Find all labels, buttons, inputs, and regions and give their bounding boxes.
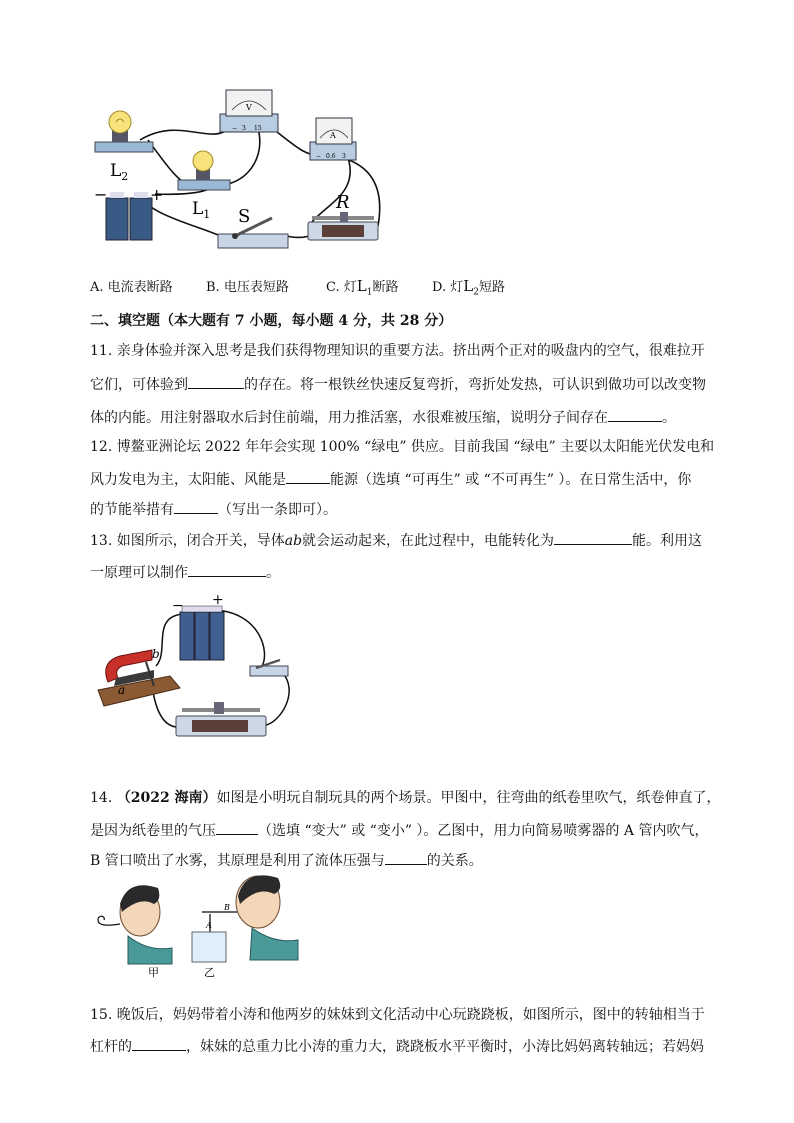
label-a-tube: A bbox=[206, 921, 212, 930]
battery bbox=[106, 192, 152, 240]
q13-line2: 一原理可以制作 。 bbox=[90, 562, 710, 583]
battery-pack bbox=[180, 606, 224, 660]
rheostat-label: R bbox=[336, 192, 350, 213]
l2-label: $L_2$ bbox=[110, 161, 129, 183]
switch-2 bbox=[250, 660, 288, 676]
motor-figure bbox=[90, 592, 290, 742]
circuit-figure bbox=[90, 86, 390, 258]
a-tick-3: 3 bbox=[342, 153, 346, 160]
q12-line3: 的节能举措有 （写出一条即可）。 bbox=[90, 499, 710, 520]
boy-yi bbox=[236, 875, 298, 960]
label-a: a bbox=[118, 683, 126, 697]
v-tick-15: 15 bbox=[254, 125, 262, 132]
q11-blank2[interactable] bbox=[608, 407, 662, 422]
voltmeter-label: V bbox=[246, 103, 252, 112]
battery-plus: + bbox=[150, 185, 164, 204]
rheostat bbox=[308, 212, 378, 240]
q11-line1: 11. 亲身体验并深入思考是我们获得物理知识的重要方法。挤出两个正对的吸盘内的空气，很难拉开 bbox=[90, 343, 705, 359]
boy-jia bbox=[120, 885, 172, 964]
q13-blank1[interactable] bbox=[554, 530, 632, 545]
option-b[interactable]: B. 电压表短路 bbox=[206, 280, 289, 295]
battery-minus-2: − bbox=[172, 598, 184, 614]
q14-blank2[interactable] bbox=[385, 850, 427, 865]
option-d[interactable]: D. 灯$L_2$短路 bbox=[432, 277, 505, 298]
rheostat-2 bbox=[176, 702, 266, 736]
q15-blank1[interactable] bbox=[132, 1036, 186, 1051]
q11-blank1[interactable] bbox=[188, 374, 244, 389]
switch bbox=[218, 218, 288, 248]
q11-line2: 它们，可体验到 的存在。将一根铁丝快速反复弯折，弯折处发热，可认识到做功可以改变物 bbox=[90, 374, 710, 395]
option-a[interactable]: A. 电流表断路 bbox=[90, 280, 173, 295]
l1-label: $L_1$ bbox=[192, 199, 211, 221]
battery-minus: − bbox=[94, 185, 108, 204]
paper-roll bbox=[98, 916, 120, 925]
q14-blank1[interactable] bbox=[216, 820, 258, 835]
q14-line3: B 管口喷出了水雾，其原理是利用了流体压强与 的关系。 bbox=[90, 850, 710, 871]
q13-line1: 13. 如图所示，闭合开关，导体ab就会运动起来，在此过程中，电能转化为 能。利用这 bbox=[90, 530, 710, 551]
a-tick-minus: − bbox=[316, 153, 322, 160]
q12-blank2[interactable] bbox=[174, 499, 218, 514]
v-tick-3: 3 bbox=[242, 125, 246, 132]
q14-line1: 14. （2022 海南）如图是小明玩自制玩具的两个场景。甲图中，往弯曲的纸卷里吹气，纸卷伸直了， bbox=[90, 790, 721, 806]
q12-line1: 12. 博鳌亚洲论坛 2022 年年会实现 100% “绿电” 供应。目前我国 “绿电” 主要以太阳能光伏发电和 bbox=[90, 439, 715, 455]
section-heading: 二、填空题（本大题有 7 小题，每小题 4 分，共 28 分） bbox=[90, 313, 453, 329]
blowing-figure bbox=[88, 860, 308, 980]
bulb-l1 bbox=[178, 151, 230, 190]
battery-plus-2: + bbox=[212, 592, 224, 608]
label-jia: 甲 bbox=[148, 966, 159, 979]
q12-line2: 风力发电为主，太阳能、风能是 能源（选填 “可再生” 或 “不可再生” ）。在日常生活中，你 bbox=[90, 469, 710, 490]
label-b: b bbox=[152, 647, 160, 661]
label-b-tube: B bbox=[224, 903, 230, 912]
q11-line3: 体的内能。用注射器取水后封住前端，用力推活塞，水很难被压缩，说明分子间存在 。 bbox=[90, 407, 710, 428]
a-tick-06: 0.6 bbox=[326, 153, 336, 160]
q15-line1: 15. 晚饭后，妈妈带着小涛和他两岁的妹妹到文化活动中心玩跷跷板，如图所示，图中的转轴相当于 bbox=[90, 1007, 705, 1023]
option-c[interactable]: C. 灯$L_1$断路 bbox=[326, 277, 399, 298]
q15-line2: 杠杆的 ，妹妹的总重力比小涛的重力大，跷跷板水平平衡时，小涛比妈妈离转轴远；若妈妈 bbox=[90, 1036, 710, 1057]
q14-line2: 是因为纸卷里的气压 （选填 “变大” 或 “变小” ）。乙图中，用力向简易喷雾器的 A 管内吹气， bbox=[90, 820, 710, 841]
ammeter-label: A bbox=[330, 131, 336, 140]
q13-blank2[interactable] bbox=[188, 562, 266, 577]
label-yi: 乙 bbox=[204, 966, 215, 979]
v-tick-minus: − bbox=[232, 125, 238, 132]
bulb-l2 bbox=[95, 111, 153, 152]
q12-blank1[interactable] bbox=[286, 469, 330, 484]
water-cup bbox=[192, 932, 226, 962]
switch-label: S bbox=[238, 206, 251, 227]
